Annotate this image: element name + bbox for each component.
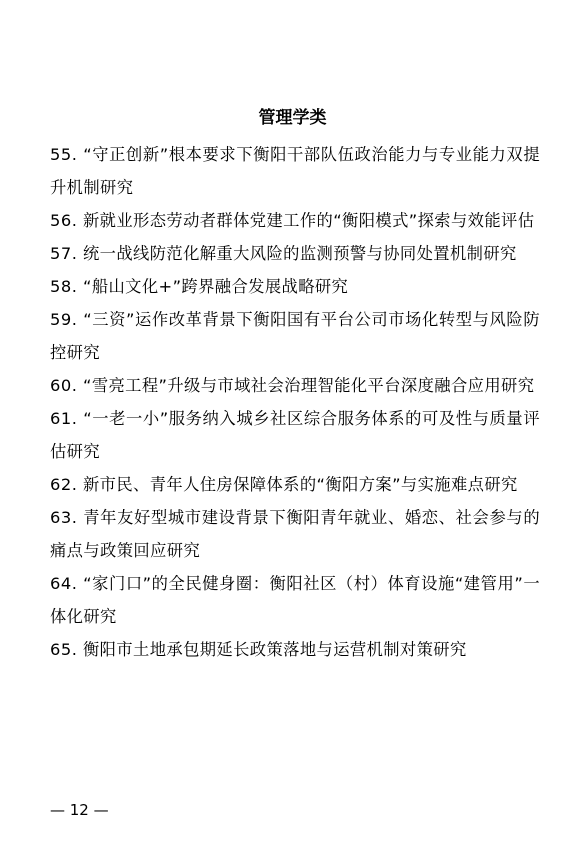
topic-text: “家门口”的全民健身圈：衡阳社区（村）体育设施“建管用”一体化研究 <box>50 574 541 626</box>
topic-text: 衡阳市土地承包期延长政策落地与运营机制对策研究 <box>82 640 467 659</box>
list-item <box>50 501 540 567</box>
topic-number: 57. <box>50 244 78 263</box>
topic-text: 新市民、青年人住房保障体系的“衡阳方案”与实施难点研究 <box>82 475 518 494</box>
topic-number: 62. <box>50 475 78 494</box>
topic-number: 59. <box>50 310 78 329</box>
page-number: — 12 — <box>50 801 109 819</box>
list-item <box>50 402 540 468</box>
topic-text: “守正创新”根本要求下衡阳干部队伍政治能力与专业能力双提升机制研究 <box>50 145 540 197</box>
topic-number: 64. <box>50 574 78 593</box>
list-item <box>50 633 540 666</box>
list-item <box>50 138 540 204</box>
section-title: 管理学类 <box>258 108 327 128</box>
topic-text: “雪亮工程”升级与市域社会治理智能化平台深度融合应用研究 <box>82 376 535 395</box>
list-item <box>50 204 540 237</box>
list-item <box>50 567 540 633</box>
topic-number: 55. <box>50 145 78 164</box>
list-item <box>50 270 540 303</box>
list-item <box>50 369 540 402</box>
list-item <box>50 468 540 501</box>
topic-number: 58. <box>50 277 78 296</box>
topic-list <box>50 138 540 666</box>
topic-number: 65. <box>50 640 78 659</box>
topic-number: 61. <box>50 409 78 428</box>
topic-text: 统一战线防范化解重大风险的监测预警与协同处置机制研究 <box>82 244 517 263</box>
topic-number: 60. <box>50 376 78 395</box>
topic-text: “三资”运作改革背景下衡阳国有平台公司市场化转型与风险防控研究 <box>50 310 540 362</box>
topic-text: “一老一小”服务纳入城乡社区综合服务体系的可及性与质量评估研究 <box>50 409 540 461</box>
list-item <box>50 237 540 270</box>
topic-text: 青年友好型城市建设背景下衡阳青年就业、婚恋、社会参与的痛点与政策回应研究 <box>50 508 540 560</box>
list-item <box>50 303 540 369</box>
topic-number: 56. <box>50 211 78 230</box>
topic-text: 新就业形态劳动者群体党建工作的“衡阳模式”探索与效能评估 <box>82 211 535 230</box>
topic-number: 63. <box>50 508 78 527</box>
topic-text: “船山文化+”跨界融合发展战略研究 <box>82 277 349 296</box>
